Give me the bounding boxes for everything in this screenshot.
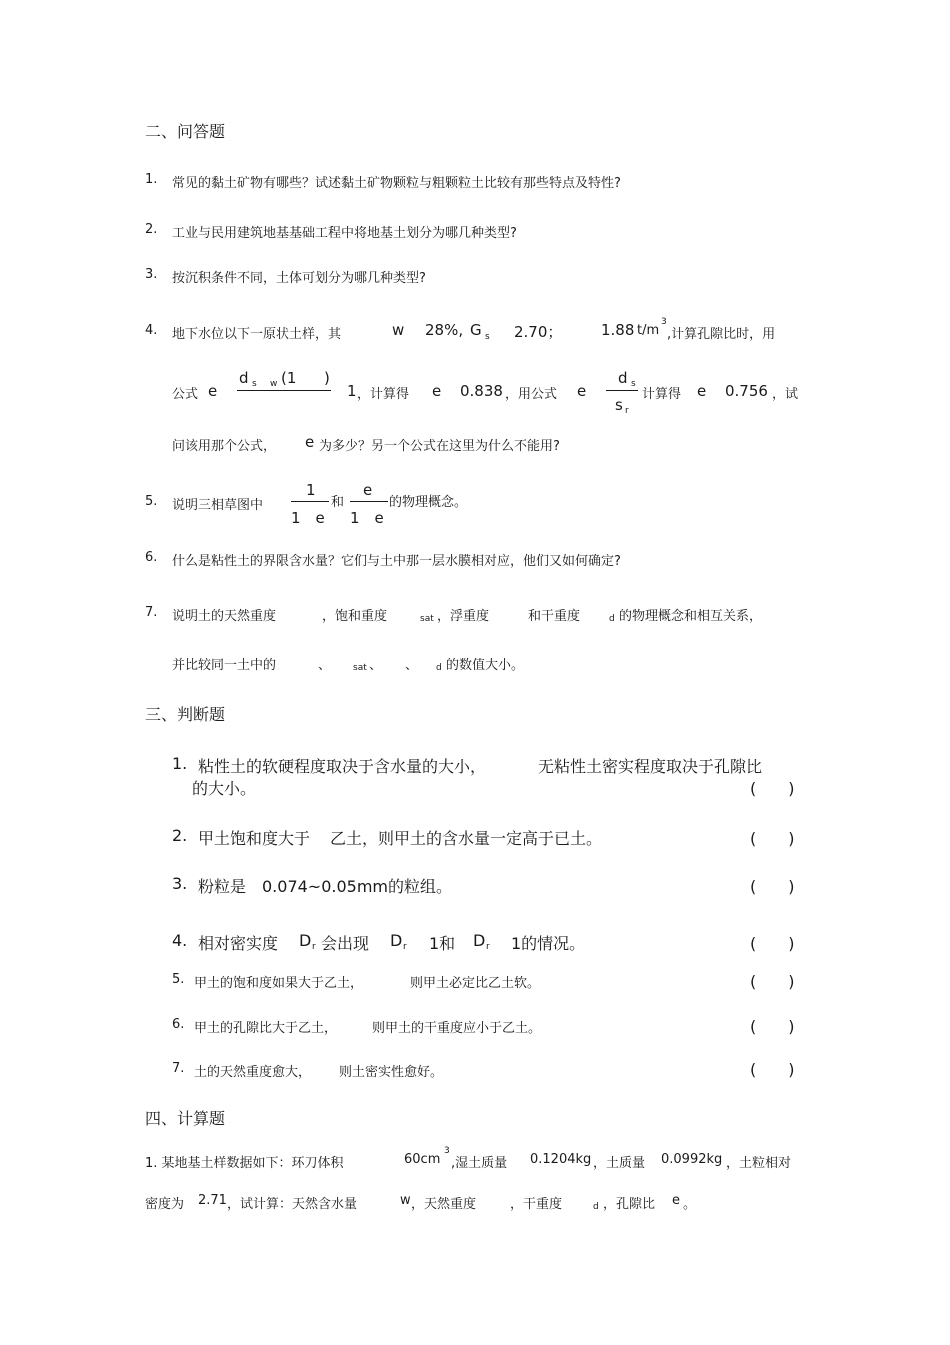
q4-formula1-minus-one: 1 <box>347 382 357 400</box>
q4-Gs-value: 2.70； <box>514 323 563 341</box>
q4-calc-text-2: 计算得 <box>642 387 682 402</box>
q5-frac1-num: 1 <box>306 481 316 499</box>
q4-water-content: 28%, <box>425 321 464 339</box>
calc1-text-i: ，孔隙比 <box>603 1197 656 1212</box>
tf7-text2: 则土密实性愈好。 <box>339 1065 444 1080</box>
q4-text-b: ,计算孔隙比时，用 <box>667 327 776 342</box>
q7-text-c: ，浮重度 <box>437 609 490 624</box>
calc1-text-c: ，土质量 <box>593 1156 646 1171</box>
tf4-D-3: D <box>473 931 486 950</box>
q4-text-a: 地下水位以下一原状土样，其 <box>172 327 342 342</box>
calc1-volume-sup: 3 <box>444 1146 450 1156</box>
tf4-D-1: D <box>299 931 312 950</box>
q5-number: 5. <box>145 494 158 509</box>
q1-text: 常见的黏土矿物有哪些？试述黏土矿物颗粒与粗颗粒土比较有那些特点及特性? <box>172 176 621 191</box>
tf3-text: 粉粒是 <box>198 877 247 896</box>
q4-e-symbol-1: e <box>208 382 218 400</box>
calc1-text-a: 1. 某地基土样数据如下：环刀体积 <box>145 1156 344 1171</box>
tf4-end: 1的情况。 <box>511 934 586 953</box>
q7-text-e: 的物理概念和相互关系， <box>619 609 763 624</box>
tf4-answer-bracket[interactable]: ( ) <box>750 934 795 953</box>
section-2-title: 二、问答题 <box>145 122 226 141</box>
q7-sep-1: 、 <box>318 658 332 673</box>
q1-number: 1. <box>145 172 158 187</box>
q7-sat-sub-2: sat <box>353 663 367 673</box>
q5-text-a: 说明三相草图中 <box>172 498 264 513</box>
calc1-text-b: ,湿土质量 <box>451 1156 508 1171</box>
q3-number: 3. <box>145 267 158 282</box>
calc1-wet-mass: 0.1204kg <box>530 1152 592 1167</box>
tf3-number: 3. <box>172 874 188 893</box>
tf4-r-3: r <box>486 942 490 952</box>
calc1-text-d: ，土粒相对 <box>726 1156 792 1171</box>
tf2-number: 2. <box>172 826 188 845</box>
calc1-specific-gravity: 2.71 <box>198 1193 227 1208</box>
q4-result-1: 0.838 <box>460 382 503 400</box>
tf1-text-cont: 的大小。 <box>192 779 257 798</box>
tf4-r-1: r <box>312 942 316 952</box>
tf6-text: 甲土的孔隙比大于乙土， <box>194 1021 338 1036</box>
q5-frac2-den: 1 e <box>350 509 384 527</box>
q4-formula2-label: ，用公式 <box>505 387 558 402</box>
q4-f1-num-paren: (1 <box>281 369 297 387</box>
q5-frac2-bar <box>350 501 388 502</box>
q4-f2-den-s: s <box>615 396 623 414</box>
q4-text-shi: ，试 <box>772 387 799 402</box>
q4-e-symbol-2: e <box>432 382 442 400</box>
q5-frac2-num: e <box>363 481 373 499</box>
q4-G-sub: s <box>485 332 490 342</box>
q4-density-unit: t/m <box>637 323 660 338</box>
tf5-number: 5. <box>172 972 185 987</box>
q5-and: 和 <box>331 495 345 510</box>
tf7-number: 7. <box>172 1061 185 1076</box>
tf4-number: 4. <box>172 931 188 950</box>
tf6-number: 6. <box>172 1017 185 1032</box>
calc1-d-sub: d <box>593 1202 599 1212</box>
q4-formula1-fraction-bar <box>237 390 331 391</box>
q7-d-sub: d <box>609 614 615 624</box>
tf4-one-and: 1和 <box>429 934 456 953</box>
q4-f2-num-s: s <box>631 379 636 389</box>
tf3-answer-bracket[interactable]: ( ) <box>750 877 795 896</box>
tf3-text2: 0.074~0.05mm的粒组。 <box>262 877 453 896</box>
tf2-text: 甲土饱和度大于 <box>198 829 311 848</box>
tf7-text: 土的天然重度愈大， <box>194 1065 312 1080</box>
q4-f1-num-s: s <box>252 379 257 389</box>
tf1-answer-bracket[interactable]: ( ) <box>750 779 795 798</box>
q4-G-symbol: G <box>470 321 482 339</box>
q4-result-2: 0.756 <box>725 382 768 400</box>
q4-density-value: 1.88 <box>601 321 635 339</box>
q4-unit-sup: 3 <box>661 317 667 327</box>
tf4-D-2: D <box>390 931 403 950</box>
q7-d-sub-2: d <box>436 663 442 673</box>
calc1-w-symbol: w <box>400 1193 411 1208</box>
q4-calc-text-1: ，计算得 <box>357 387 410 402</box>
q4-text-line3-a: 问该用那个公式， <box>172 439 277 454</box>
tf5-text: 甲土的饱和度如果大于乙土， <box>194 976 364 991</box>
q7-sep-2: 、 <box>369 658 383 673</box>
q7-text-f: 并比较同一土中的 <box>172 658 277 673</box>
q4-e-symbol-5: e <box>305 433 315 451</box>
calc1-text-e: 密度为 <box>145 1197 185 1212</box>
q7-text-j: 的数值大小。 <box>446 658 525 673</box>
tf4-text: 相对密实度 <box>198 934 279 953</box>
q4-text-line3-b: 为多少？另一个公式在这里为什么不能用? <box>319 439 560 454</box>
q5-text-b: 的物理概念。 <box>389 495 468 510</box>
calc1-text-g: ，天然重度 <box>411 1197 477 1212</box>
q4-f2-num-d: d <box>618 369 628 387</box>
q7-text-d: 和干重度 <box>528 609 581 624</box>
tf5-answer-bracket[interactable]: ( ) <box>750 972 795 991</box>
q2-number: 2. <box>145 222 158 237</box>
tf1-number: 1. <box>172 754 188 773</box>
q4-number: 4. <box>145 323 158 338</box>
tf6-text2: 则甲土的干重度应小于乙土。 <box>372 1021 542 1036</box>
q4-f1-num-close: ) <box>324 369 330 387</box>
q6-number: 6. <box>145 550 158 565</box>
q4-e-symbol-3: e <box>577 382 587 400</box>
tf1-text: 粘性土的软硬程度取决于含水量的大小， <box>198 757 487 776</box>
tf1-text2: 无粘性土密实程度取决于孔隙比 <box>538 757 763 776</box>
calc1-text-j: 。 <box>683 1197 697 1212</box>
q7-sep-3: 、 <box>405 658 419 673</box>
q4-f1-num-w: w <box>270 379 278 389</box>
calc1-text-h: ，干重度 <box>510 1197 563 1212</box>
q7-number: 7. <box>145 605 158 620</box>
section-4-title: 四、计算题 <box>145 1109 226 1128</box>
calc1-e-symbol: e <box>672 1193 680 1208</box>
tf4-text2: 会出现 <box>321 934 370 953</box>
q7-text-a: 说明土的天然重度 <box>172 609 277 624</box>
tf4-r-2: r <box>403 942 407 952</box>
q4-f2-den-r: r <box>625 406 629 416</box>
q4-e-symbol-4: e <box>697 382 707 400</box>
q5-frac1-den: 1 e <box>291 509 325 527</box>
q4-formula-label: 公式 <box>172 387 199 402</box>
q2-text: 工业与民用建筑地基基础工程中将地基土划分为哪几种类型? <box>172 226 517 241</box>
calc1-volume: 60cm <box>404 1152 441 1167</box>
q7-text-b: ，饱和重度 <box>322 609 388 624</box>
q4-formula2-fraction-bar <box>606 390 638 391</box>
tf7-answer-bracket[interactable]: ( ) <box>750 1060 795 1079</box>
q4-f1-num-d: d <box>239 369 249 387</box>
tf6-answer-bracket[interactable]: ( ) <box>750 1017 795 1036</box>
tf2-text2: 乙土，则甲土的含水量一定高于已土。 <box>330 829 603 848</box>
q3-text: 按沉积条件不同，土体可划分为哪几种类型? <box>172 271 426 286</box>
section-3-title: 三、判断题 <box>145 705 226 724</box>
q4-w-symbol: w <box>392 321 405 339</box>
tf2-answer-bracket[interactable]: ( ) <box>750 829 795 848</box>
calc1-dry-mass: 0.0992kg <box>661 1152 723 1167</box>
calc1-text-f: ，试计算：天然含水量 <box>227 1197 358 1212</box>
q7-sat-sub: sat <box>420 614 434 624</box>
q6-text: 什么是粘性土的界限含水量？它们与土中那一层水膜相对应，他们又如何确定? <box>172 554 621 569</box>
tf5-text2: 则甲土必定比乙土软。 <box>410 976 541 991</box>
q5-frac1-bar <box>291 501 329 502</box>
